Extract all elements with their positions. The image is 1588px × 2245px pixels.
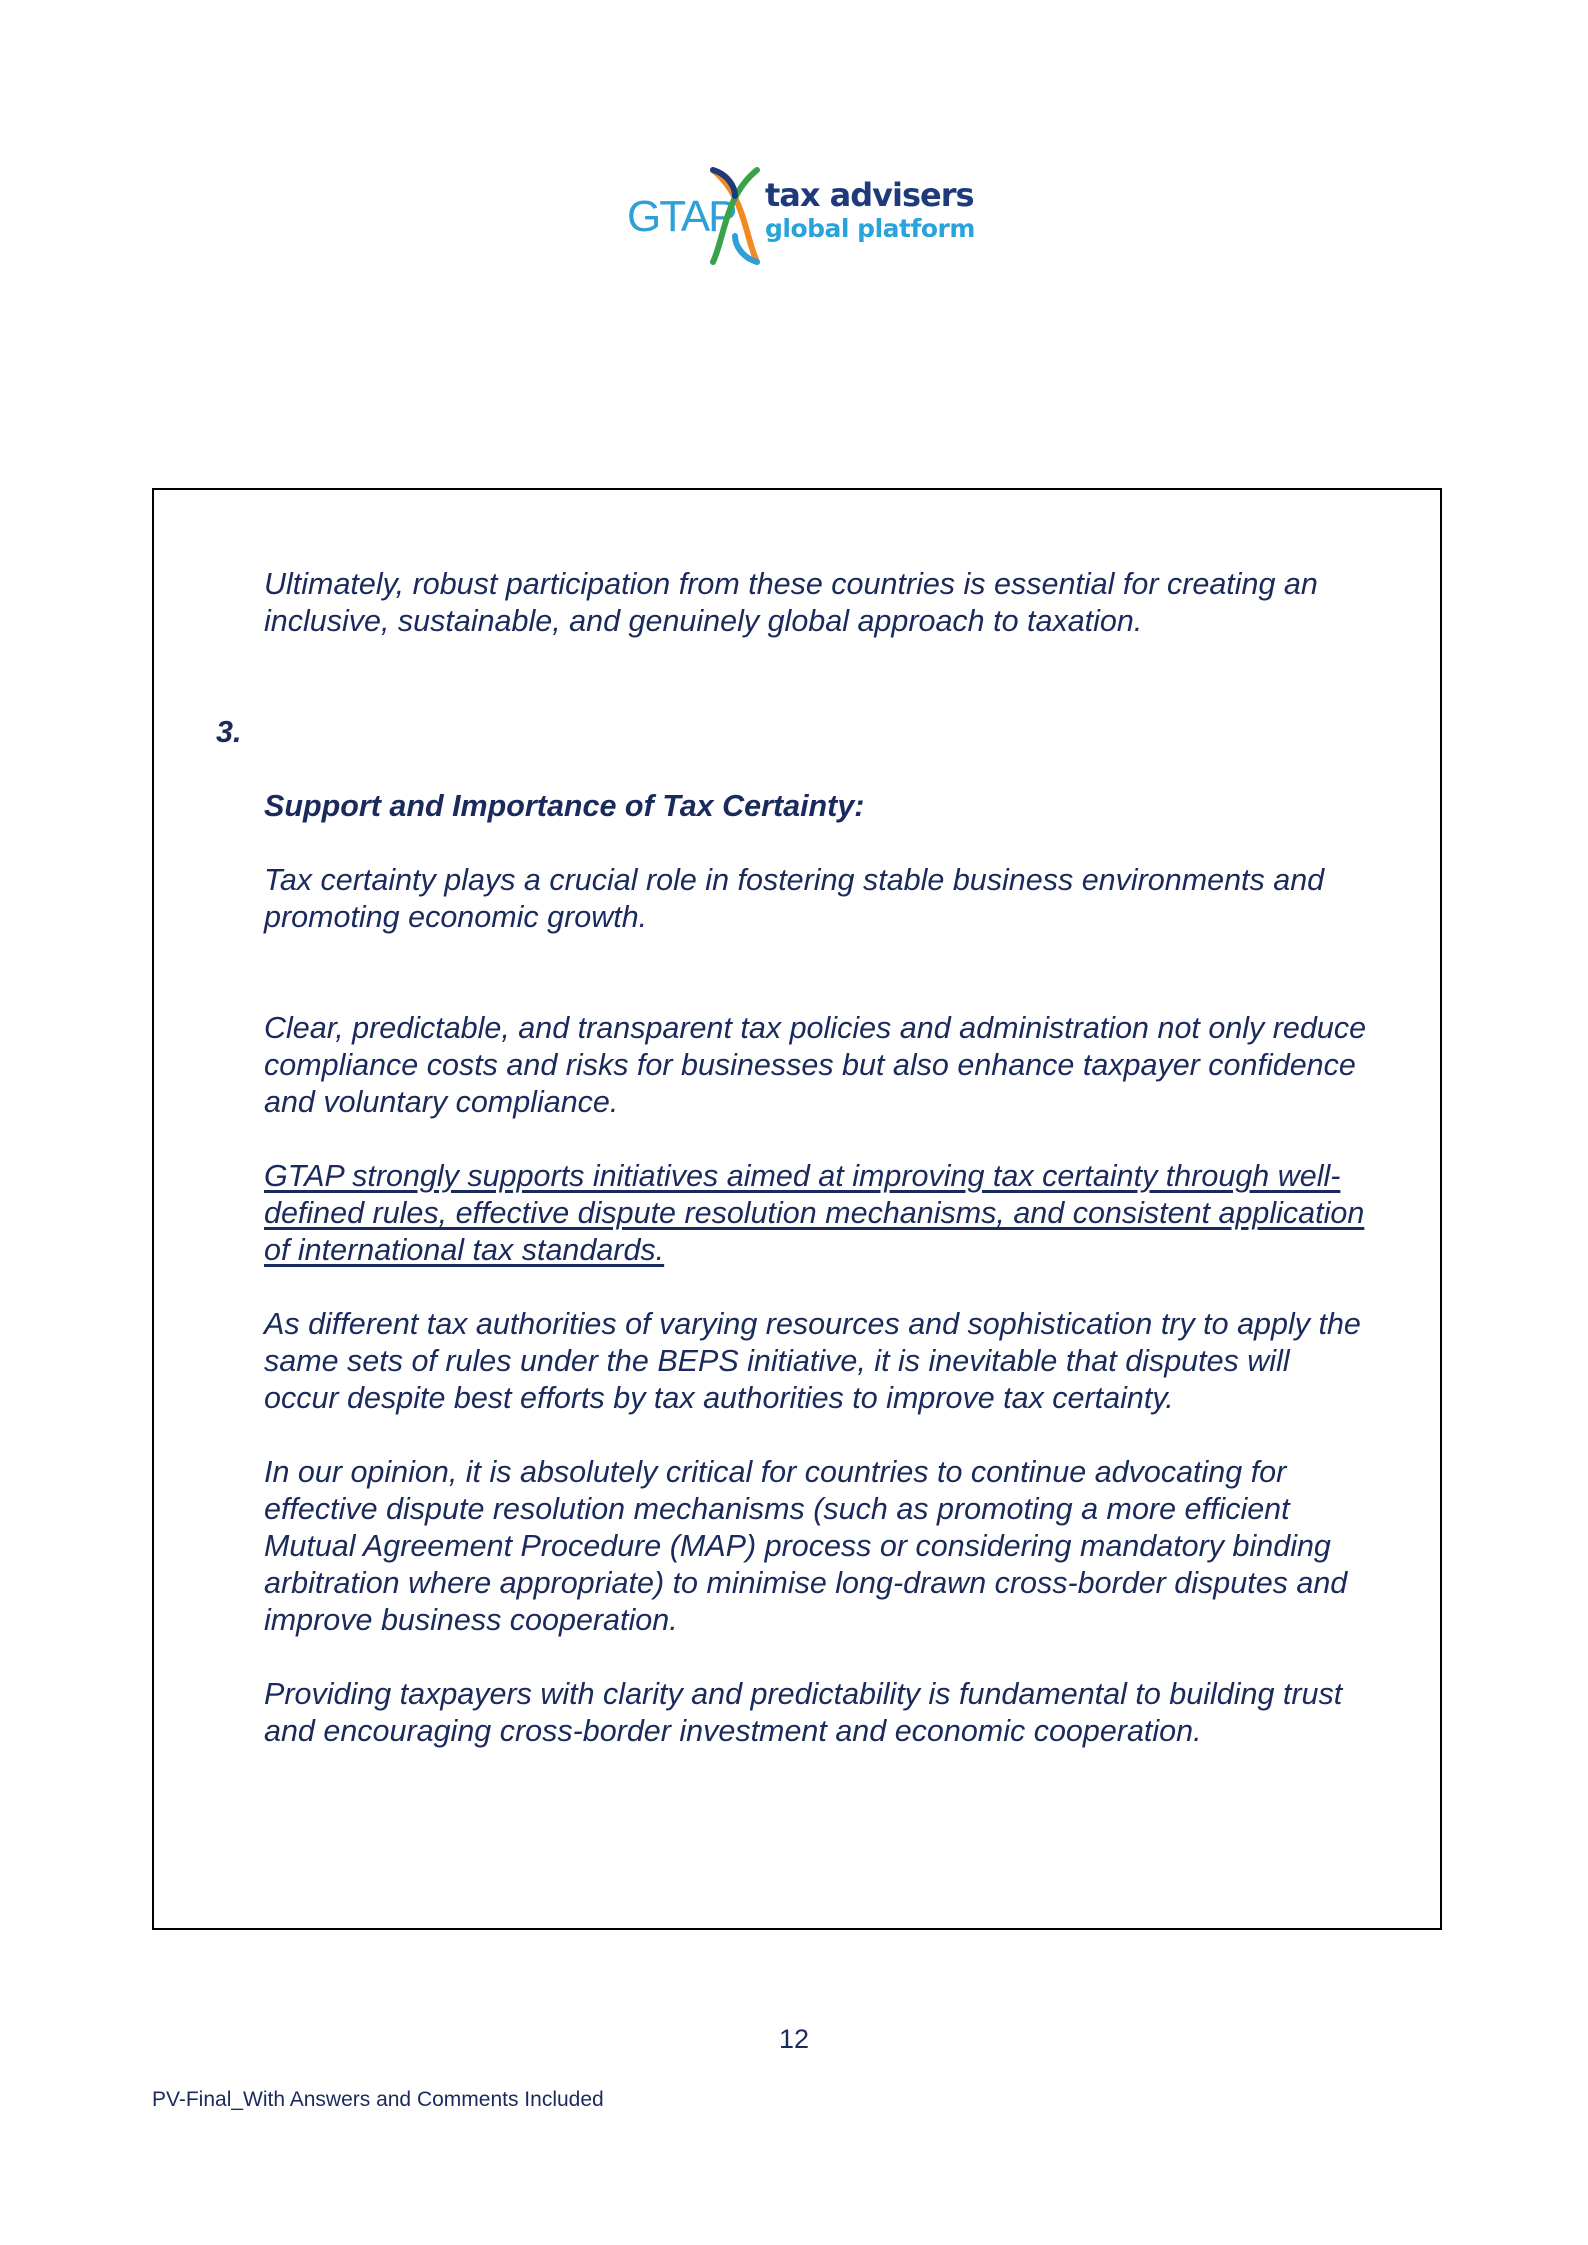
section-number: 3. bbox=[216, 715, 242, 749]
section-title: Support and Importance of Tax Certainty: bbox=[264, 789, 865, 823]
logo-line-tax-advisers: tax advisers bbox=[765, 176, 974, 214]
paragraph-gtap-support: GTAP strongly supports initiatives aimed at improving tax certainty through well- defined rules, effective dispute resolution mechanisms, and consistent application of international tax standards. bbox=[264, 1159, 1365, 1267]
intro-paragraph: Ultimately, robust participation from these countries is essential for creating an inclusive, sustainable, and genuinely global approach to taxation. bbox=[264, 567, 1318, 638]
content-body bbox=[216, 566, 1444, 1750]
logo-line-global-platform: global platform bbox=[765, 214, 975, 243]
paragraph-tax-certainty-role: Tax certainty plays a crucial role in fostering stable business environments and promoting economic growth. bbox=[264, 863, 1325, 934]
paragraph-beps-disputes: As different tax authorities of varying resources and sophistication try to apply the same sets of rules under the BEPS initiative, it is inevitable that disputes will occur despite best efforts by tax authorities to improve tax certainty. bbox=[264, 1307, 1361, 1415]
paragraph-dispute-resolution: In our opinion, it is absolutely critical for countries to continue advocating for effective dispute resolution mechanisms (such as promoting a more efficient Mutual Agreement Procedure (MAP) process or considering mandatory binding arbitration where appropriate) to minimise long-drawn cross-border disputes and improve business cooperation. bbox=[264, 1455, 1348, 1637]
logo-mark-icon bbox=[705, 166, 765, 266]
logo-abbr: GTAP bbox=[627, 192, 736, 241]
paragraph-clear-policies: Clear, predictable, and transparent tax policies and administration not only reduce compliance costs and risks for businesses but also enhance taxpayer confidence and voluntary compliance. bbox=[264, 1011, 1367, 1119]
footer-text: PV-Final_With Answers and Comments Included bbox=[152, 2088, 604, 2111]
page-number: 12 bbox=[778, 2024, 810, 2054]
gtap-logo bbox=[627, 166, 975, 266]
section-heading bbox=[216, 714, 1444, 825]
content-box bbox=[152, 488, 1442, 1930]
paragraph-clarity-predictability: Providing taxpayers with clarity and predictability is fundamental to building trust and encouraging cross-border investment and economic cooperation. bbox=[264, 1677, 1343, 1748]
